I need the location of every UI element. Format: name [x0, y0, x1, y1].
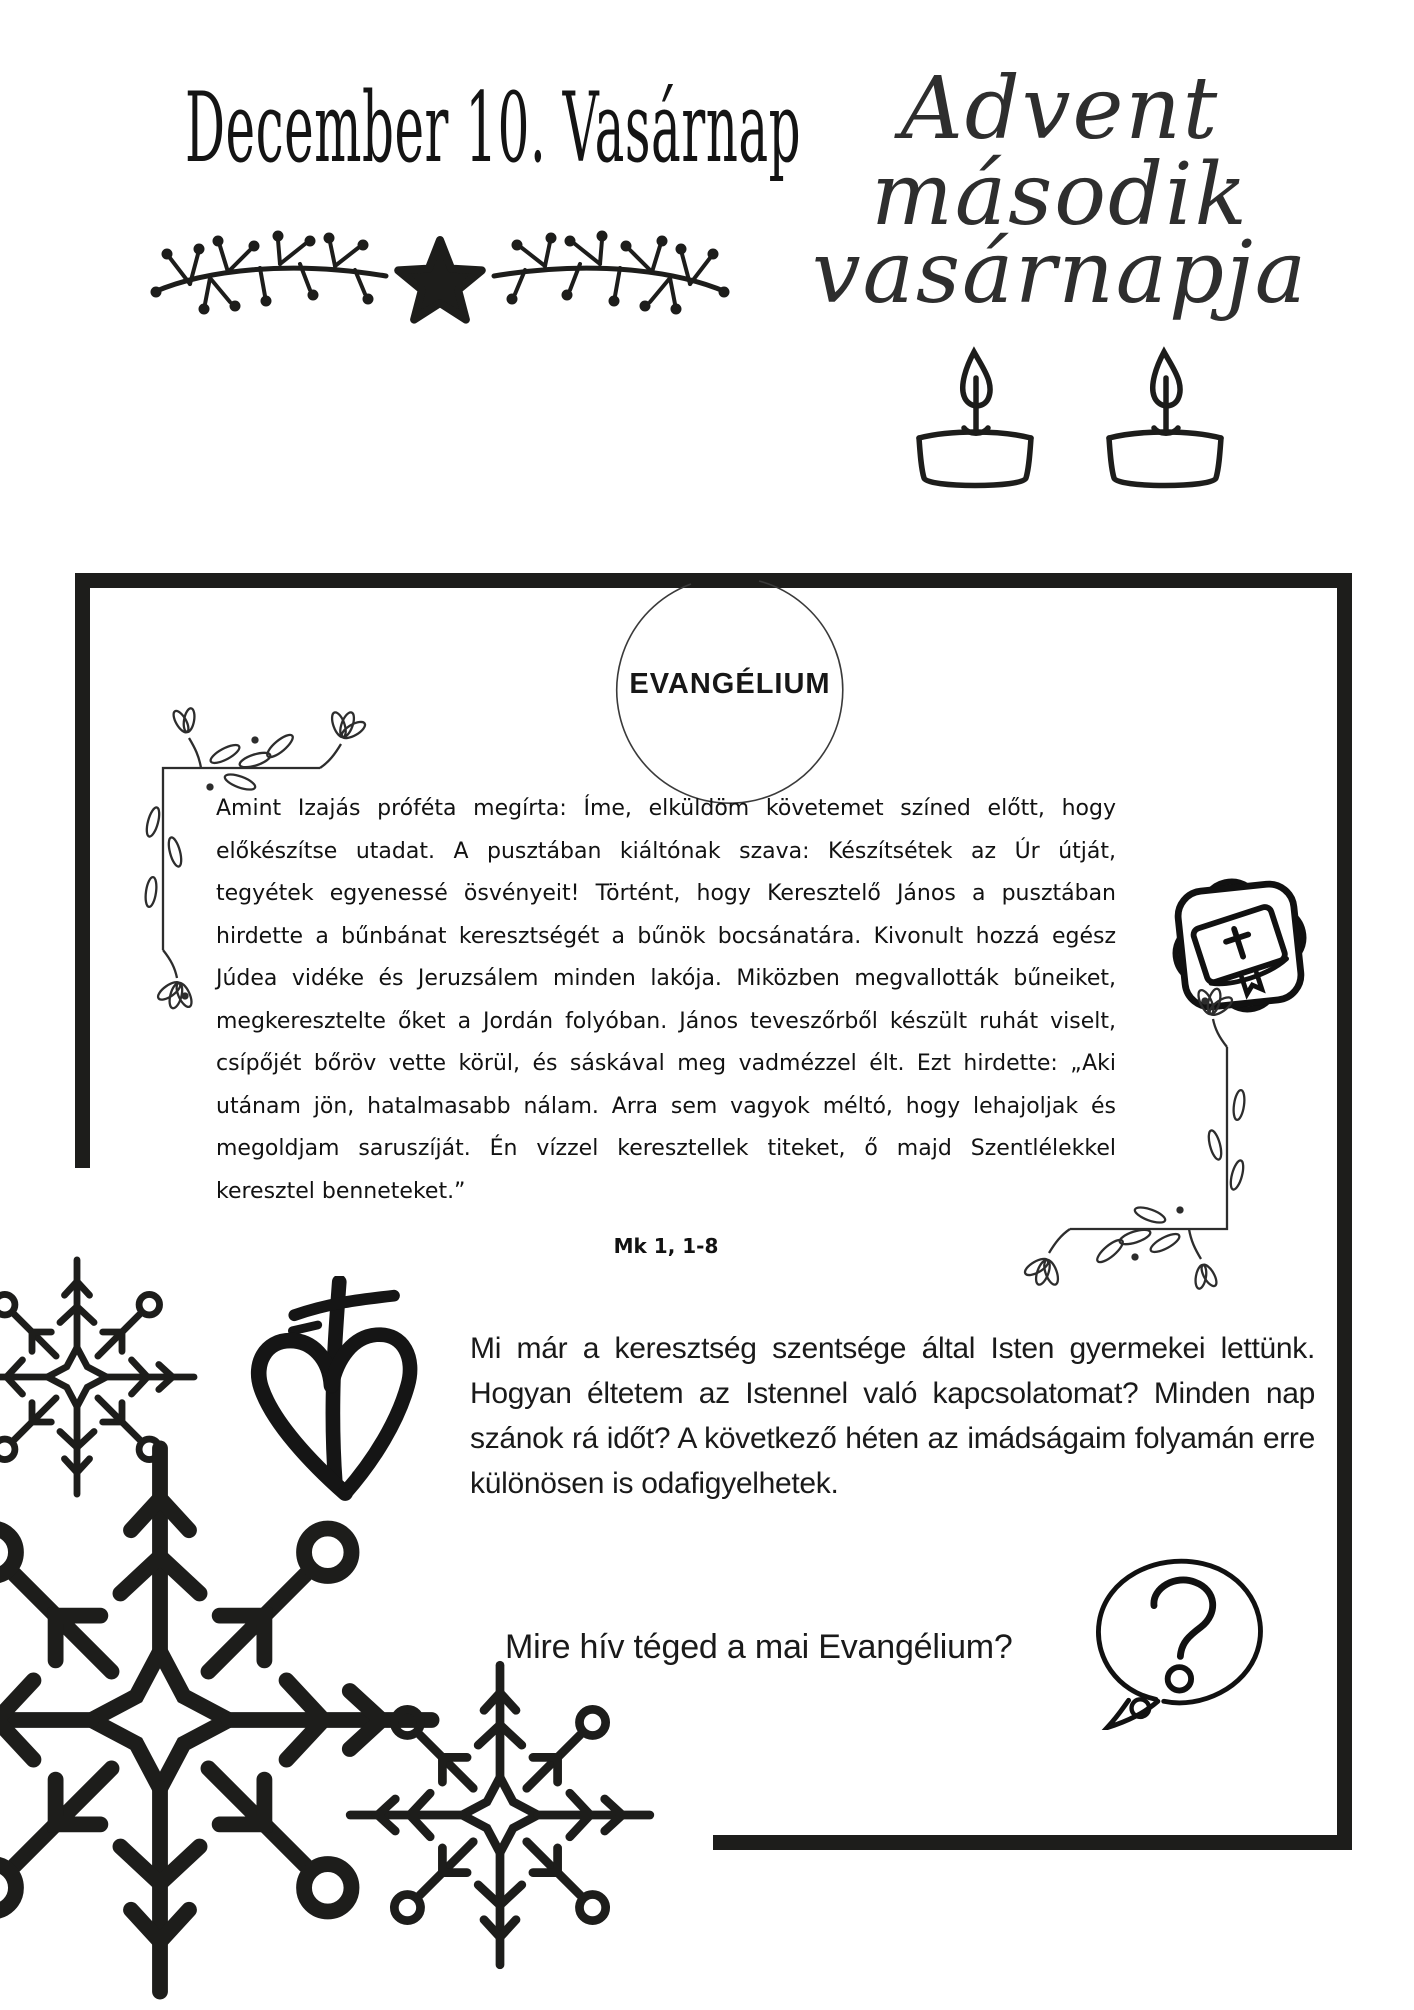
- question-text: Mire hív téged a mai Evangélium?: [505, 1628, 1013, 1666]
- evangelium-heading: EVANGÉLIUM: [629, 668, 831, 700]
- advent-candles: [905, 342, 1240, 504]
- berry-branch-right-icon: [494, 231, 729, 314]
- corner-branch-bottom-right-icon: [995, 985, 1285, 1305]
- question-bubble-icon: [1072, 1532, 1277, 1730]
- snowflake-medium-icon: [340, 1655, 660, 1975]
- frame-left-bar: [75, 573, 90, 1168]
- berry-branch-left-icon: [151, 231, 386, 314]
- advent-candle-2-icon: [1109, 352, 1221, 486]
- frame-right-bar: [1337, 573, 1352, 1850]
- date-title-text: December 10. Vasárnap: [185, 72, 802, 184]
- gospel-citation: Mk 1, 1-8: [613, 1234, 719, 1258]
- branch-star-divider: [150, 230, 730, 334]
- star-icon: [398, 240, 482, 320]
- advent-title-line2: vasárnapja: [811, 223, 1309, 323]
- reflection-paragraph: Mi már a keresztség szentsége által Isten gyermekei lettünk. Hogyan éltetem az Istennel való kapcsolatomat? Minden nap szánok rá időt? A következő héten az imádságaim folyamán erre különösen is odafigyelhetek.: [470, 1332, 1315, 1500]
- gospel-text: Amint Izajás próféta megírta: Íme, elküldöm követemet színed előtt, hogy előkészítse utadat. A pusztában kiáltónak szava: Készítsétek az Úr útját, tegyétek egyenessé ösvényeit! Történt, hogy Keresztelő János a pusztában hirdette a bűnbánat keresztségét a bűnök bocsánatára. Kivonult hozzá egész Júdea vidéke és Jeruzsálem minden lakója. Miközben megvallották bűneiket, megkeresztelte őket a Jordán folyóban. János teveszőrből készült ruhát viselt, csípőjét bőröv vette körül, és sáskával meg vadmézzel élt. Ezt hirdette: „Aki utánam jön, hatalmasabb nálam. Arra sem vagyok méltó, hogy lehajoljak és megoldjam saruszíját. Én vízzel keresztellek titeket, ő majd Szentlélekkel keresztel benneteket.”: [216, 796, 1116, 1204]
- advent-candle-1-icon: [919, 352, 1031, 486]
- frame-bottom-bar: [713, 1835, 1352, 1850]
- advent-title-line1: Advent második: [871, 59, 1249, 245]
